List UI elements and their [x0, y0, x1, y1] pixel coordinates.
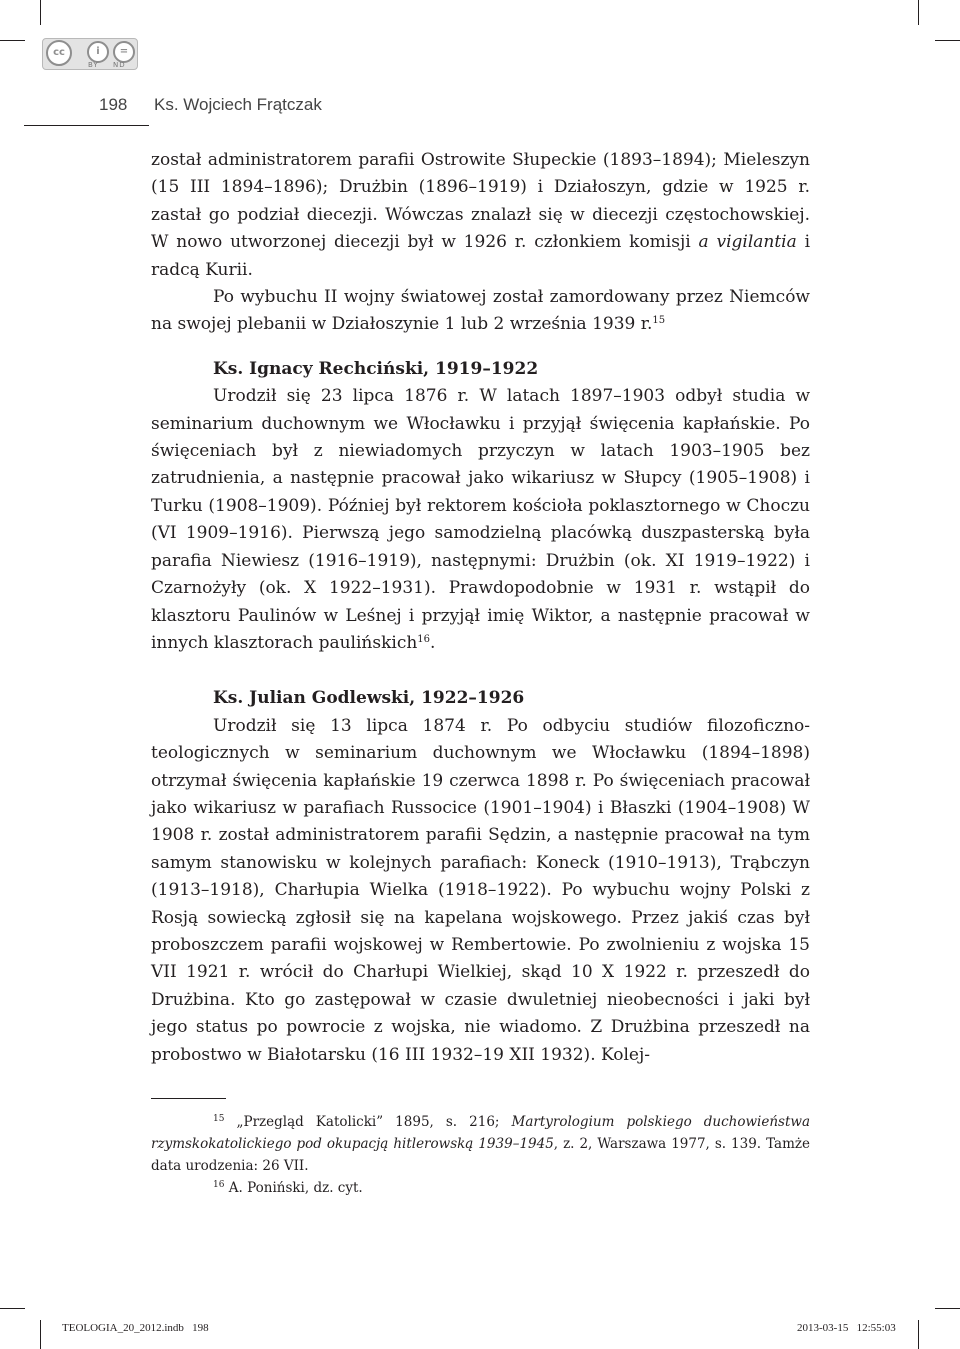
nd-label: ND — [113, 61, 126, 69]
section-heading: Ks. Julian Godlewski, 1922–1926 — [213, 688, 525, 709]
footnote-rule — [151, 1098, 226, 1099]
crop-mark — [918, 1320, 919, 1349]
footnote-ref: 16 — [417, 633, 431, 645]
footnote: $^{16}$ A. Poniński, dz. cyt. — [213, 1180, 363, 1196]
paragraph: Urodził się 13 lipca 1874 r. Po odbyciu studiów filozoficzno-teologicznych w seminarium duchownym we Włocławku (1894–1898) otrzymał święcenia kapłańskie 19 czerwca 1898 r. Po święceniach pracował jako wikariusz w parafiach Russocice (1901–1904) i Błaszki (1904–1908) W 1908 r. został administratorem parafii Sędzin, a następnie pracował na tym samym stanowisku w kolejnych parafiach: Koneck (1910–1913), Trąbczyn (1913–1918), Charłupia Wielka (1918–1922). Po wybuchu wojny Polski z Rosją sowiecką zgłosił się na kapelana wojskowego. Przez jakiś czas był proboszczem parafii wojskowej w Rembertowie. Po zwolnieniu z wojska 15 VII 1921 r. wrócił do Charłupi Wielkiej, skąd 10 X 1922 r. przeszedł do Drużbina. Kto go zastępował w czasie dwuletniej nieobecności i jaki był jego status po powrocie z wojska, nie wiadomo. Z Drużbina przeszedł na probostwo w Białotarsku (16 III 1932–19 XII 1932). Kolej- — [151, 715, 810, 1065]
section-heading: Ks. Ignacy Rechciński, 1919–1922 — [213, 358, 539, 379]
paragraph: Urodził się 23 lipca 1876 r. W latach 1897–1903 odbył studia w seminarium duchownym we Włocławku i przyjął święcenia kapłańskie. Po święceniach był z niewiadomych przyczyn w latach 1903–1905 bez zatrudnienia, a następnie pracował jako wikariusz w Słupcy (1905–1908) i Turku (1908–1909). Później był rektorem kościoła poklasztornego w Choczu (VI 1909–1916). Pierwszą jego samodzielną placówką duszpasterską była parafia Niewiesz (1916–1919), następnymi: Drużbin (ok. XI 1919–1922) i Czarnożyły (ok. X 1922–1931). Prawdopodobnie w 1931 r. wstąpił do klasztoru Paulinów w Leśnej i przyjął imię Wiktor, a następnie pracował w innych klasztorach paulińskich$^{16}$. — [151, 386, 810, 653]
page-number: 198 — [99, 95, 128, 114]
footnotes — [151, 1111, 810, 1199]
paragraph: Po wybuchu II wojny światowej został zamordowany przez Niemców na swojej plebanii w Działoszynie 1 lub 2 września 1939 r.$^{15}$ — [151, 287, 810, 335]
header-rule — [24, 125, 149, 126]
crop-mark — [918, 0, 919, 25]
crop-mark — [935, 1308, 960, 1309]
crop-mark — [40, 0, 41, 25]
paragraph: został administratorem parafii Ostrowite Słupeckie (1893–1894); Mieleszyn (15 III 1894–1896); Drużbin (1896–1919) i Działoszyn, gdzie w 1925 r. zastał go podział diecezji. Wówczas znalazł się w diecezji częstochowskiej. W nowo utworzonej diecezji był w 1926 r. członkiem komisji a vigilantia i radcą Kurii. — [151, 150, 811, 280]
cc-license-badge — [42, 38, 138, 70]
by-icon: i — [87, 41, 109, 63]
body-text — [151, 147, 810, 1069]
footnote: $^{15}$ „Przegląd Katolicki” 1895, s. 216; Martyrologium polskiego duchowieństwa rzymskokatolickiego pod okupacją hitlerowską 1939–1945, z. 2, Warszawa 1977, s. 139. Tamże data urodzenia: 26 VII. — [151, 1114, 810, 1174]
slug-file: TEOLOGIA_20_2012.indb 198 — [62, 1322, 209, 1334]
crop-mark — [0, 40, 25, 41]
by-label: BY — [88, 61, 99, 69]
cc-icon: cc — [46, 40, 72, 66]
slug-timestamp: 2013-03-15 12:55:03 — [797, 1322, 896, 1334]
crop-mark — [935, 40, 960, 41]
crop-mark — [40, 1320, 41, 1349]
footnote-ref: 15 — [652, 315, 666, 327]
running-head: Ks. Wojciech Frątczak — [154, 95, 322, 114]
nd-icon: = — [113, 41, 135, 63]
crop-mark — [0, 1308, 25, 1309]
